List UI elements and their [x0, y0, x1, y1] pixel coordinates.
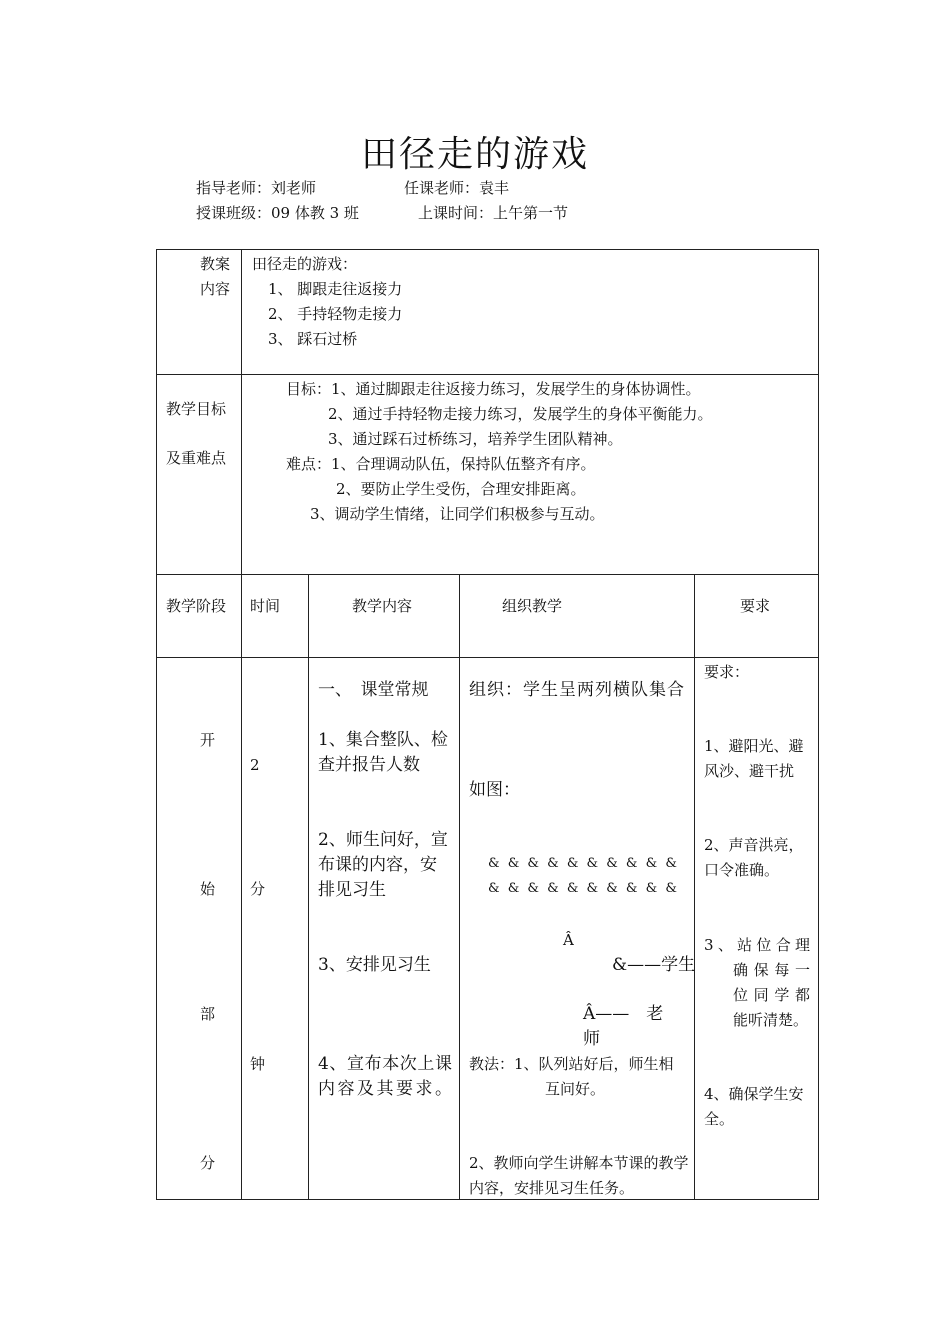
requirements-heading: 要求：: [704, 663, 750, 681]
row-divider: [156, 657, 819, 658]
student-formation-row: & & & & & & & & & &: [488, 856, 679, 871]
column-divider: [241, 249, 242, 1200]
content-item-3: 3、 踩石过桥: [268, 330, 358, 348]
time-unit: 分: [250, 880, 266, 898]
requirement-3-line-1: 3、站位合理: [704, 936, 810, 954]
method-line-2: 互问好。: [545, 1080, 606, 1098]
table-border-top: [156, 249, 819, 250]
time-value: 2: [250, 756, 260, 774]
teaching-item-2: 2、师生问好，宣布课的内容，安排见习生: [318, 830, 448, 900]
goal-line-2: 2、通过手持轻物走接力练习，发展学生的身体平衡能力。: [328, 405, 713, 423]
column-divider: [694, 574, 695, 1200]
table-border-left: [156, 249, 157, 1200]
row-divider: [156, 374, 819, 375]
teaching-heading: 一、 课堂常规: [318, 680, 429, 700]
content-item-1: 1、 脚跟走往返接力: [268, 280, 403, 298]
teaching-item-1: 1、集合整队、检查并报告人数: [318, 730, 448, 775]
column-header-stage: 教学阶段: [166, 597, 227, 615]
row-divider: [156, 574, 819, 575]
goal-line-1: 目标：1、通过脚跟走往返接力练习，发展学生的身体协调性。: [286, 380, 701, 398]
difficulty-line-3: 3、调动学生情绪，让同学们积极参与互动。: [310, 505, 605, 523]
stage-char: 始: [200, 880, 216, 898]
difficulty-line-2: 2、要防止学生受伤，合理安排距离。: [336, 480, 586, 498]
teacher-legend: Â—— 老: [583, 1004, 664, 1024]
requirement-3-line-3: 位同学都: [733, 986, 810, 1004]
column-header-content: 教学内容: [352, 597, 413, 615]
difficulty-line-1: 难点：1、合理调动队伍，保持队伍整齐有序。: [286, 455, 596, 473]
table-border-right: [818, 249, 819, 1200]
organization-text: 组织：学生呈两列横队集合: [469, 680, 685, 700]
teacher-info: 任课老师：袁丰: [404, 179, 510, 197]
figure-label: 如图：: [469, 780, 520, 800]
content-label-2: 内容: [200, 280, 231, 298]
requirement-1: 1、避阳光、避风沙、避干扰: [704, 737, 804, 780]
goal-line-3: 3、通过踩石过桥练习，培养学生团队精神。: [328, 430, 623, 448]
student-formation-row: & & & & & & & & & &: [488, 881, 679, 896]
column-divider: [308, 574, 309, 1200]
goals-label-1: 教学目标: [166, 400, 227, 418]
teacher-legend-continued: 师: [583, 1029, 600, 1049]
requirement-2: 2、声音洪亮，口令准确。: [704, 836, 804, 879]
requirement-3-line-4: 能听清楚。: [733, 1011, 809, 1029]
content-label-1: 教案: [200, 255, 231, 273]
formation-mark: Â: [563, 931, 574, 949]
time-unit: 钟: [250, 1055, 266, 1073]
stage-char: 部: [200, 1005, 216, 1023]
student-legend: &——学生: [612, 955, 696, 975]
stage-char: 分: [200, 1154, 216, 1172]
method-line-3: 2、教师向学生讲解本节课的教学内容，安排见习生任务。: [469, 1154, 689, 1197]
time-info: 上课时间：上午第一节: [418, 204, 569, 222]
column-header-requirements: 要求: [740, 597, 771, 615]
teaching-item-4: 4、宣布本次上课内容及其要求。: [318, 1054, 452, 1099]
column-divider: [459, 574, 460, 1200]
requirement-3-line-2: 确保每一: [733, 961, 810, 979]
instructor-info: 指导老师：刘老师: [196, 179, 317, 197]
page-title: 田径走的游戏: [360, 134, 589, 175]
content-item-2: 2、 手持轻物走接力: [268, 305, 403, 323]
method-line-1: 教法：1、队列站好后，师生相: [469, 1055, 674, 1073]
requirement-4: 4、确保学生安全。: [704, 1085, 804, 1128]
content-heading: 田径走的游戏：: [252, 255, 358, 273]
teaching-item-3: 3、安排见习生: [318, 955, 431, 975]
column-header-organization: 组织教学: [502, 597, 563, 615]
stage-char: 开: [200, 731, 216, 749]
class-info: 授课班级：09 体教 3 班: [196, 204, 359, 222]
column-header-time: 时间: [250, 597, 281, 615]
goals-label-2: 及重难点: [166, 449, 227, 467]
